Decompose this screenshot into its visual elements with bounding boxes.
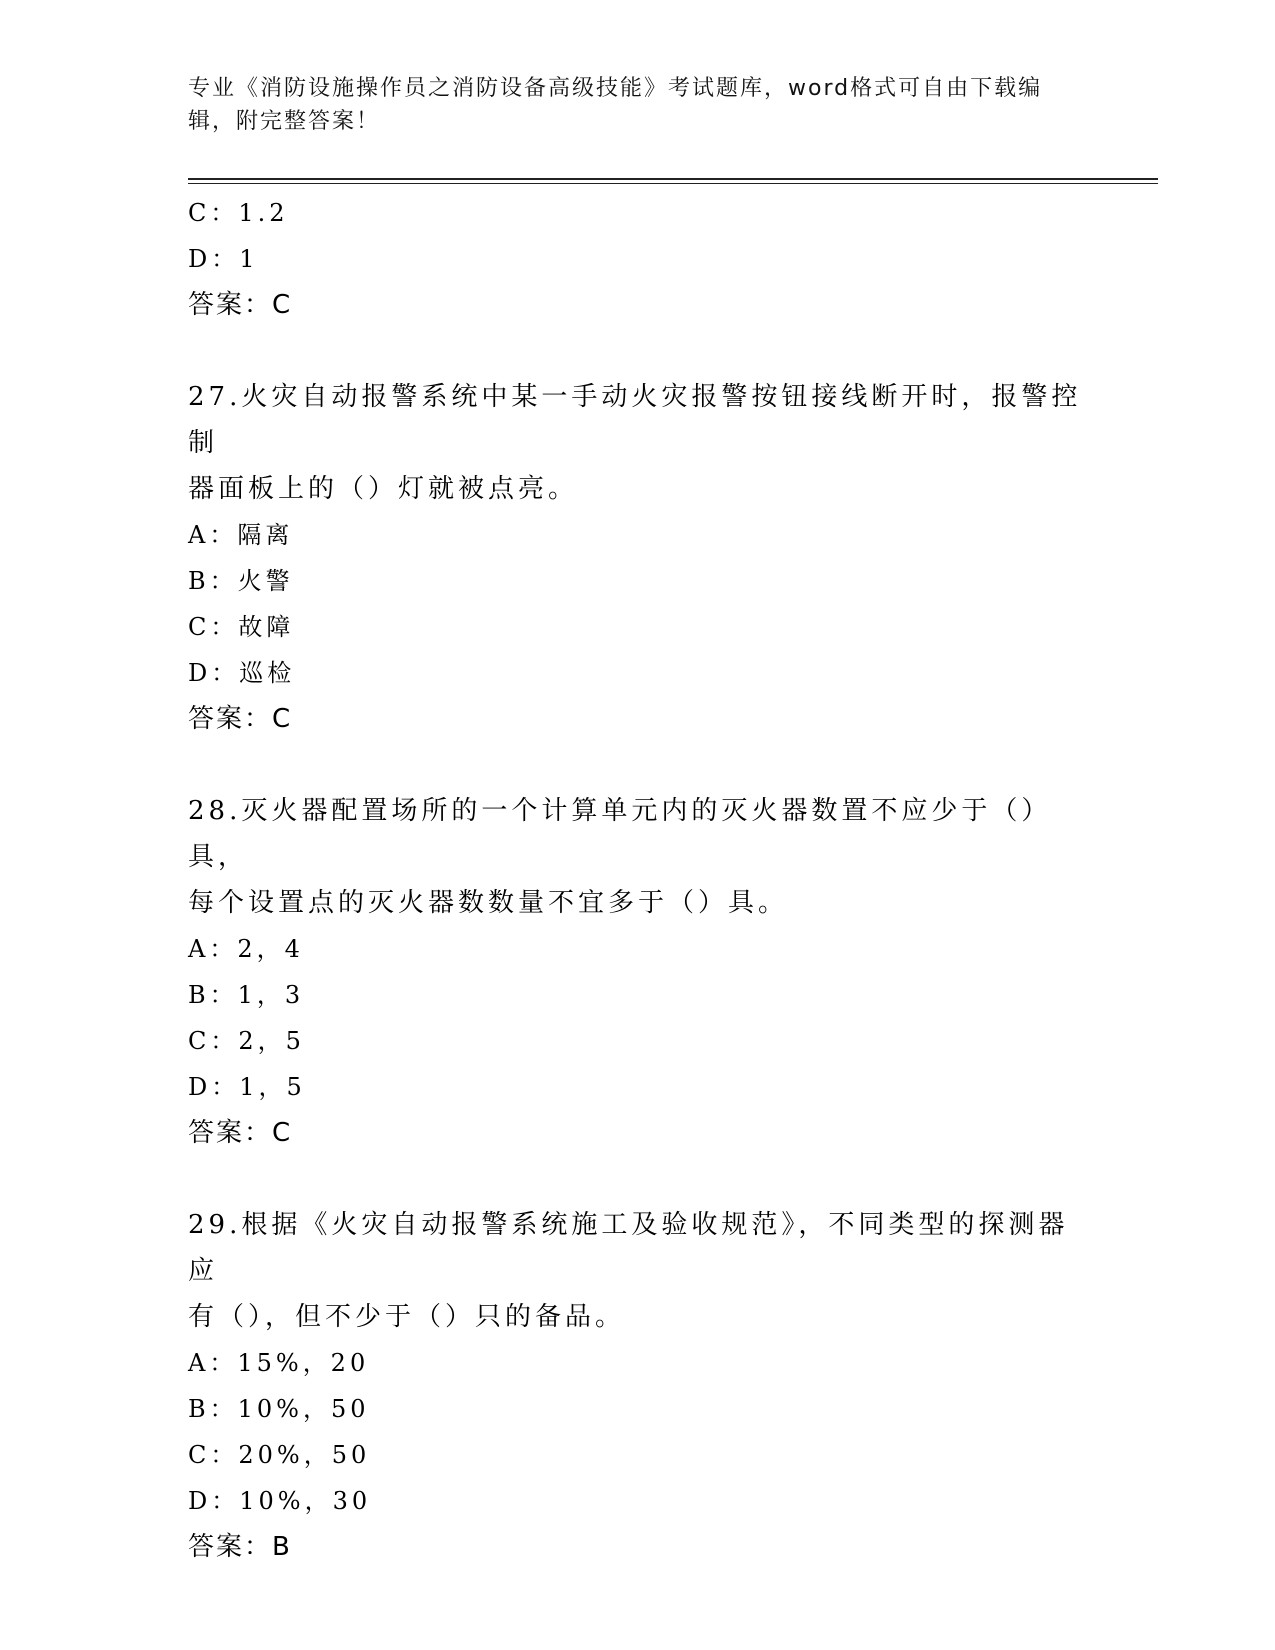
header-line-1: 专业《消防设施操作员之消防设备高级技能》考试题库，word格式可自由下载编: [188, 76, 1043, 101]
option-a: A：隔离: [188, 521, 294, 549]
question-27: [188, 374, 1088, 742]
header-divider-thick: [188, 178, 1158, 180]
option-b: B：10%，50: [188, 1395, 370, 1423]
answer-line: 答案：C: [188, 1118, 293, 1148]
document-body: [188, 190, 1088, 1570]
option-d: D：巡检: [188, 659, 296, 687]
question-29: [188, 1202, 1088, 1570]
option-c: C：20%，50: [188, 1441, 371, 1469]
header-line-2: 辑，附完整答案！: [188, 109, 381, 134]
header-divider-thin: [188, 183, 1158, 184]
option-a: A：2，4: [188, 935, 304, 963]
question-stem-line-1: 28.灭火器配置场所的一个计算单元内的灭火器数置不应少于（）具，: [188, 796, 1052, 872]
answer-line: 答案：C: [188, 704, 293, 734]
option-c: C：2，5: [188, 1027, 305, 1055]
answer-line: 答案：B: [188, 1532, 292, 1562]
option-a: A：15%，20: [188, 1349, 370, 1377]
option-b: B：火警: [188, 567, 294, 595]
question-28: [188, 788, 1088, 1156]
option-c: C：1.2: [188, 199, 289, 227]
option-c: C：故障: [188, 613, 295, 641]
question-stem-line-2: 有（），但不少于（）只的备品。: [188, 1302, 626, 1332]
question-stem-line-2: 每个设置点的灭火器数数量不宜多于（）具。: [188, 888, 789, 918]
question-stem-line-1: 27.火灾自动报警系统中某一手动火灾报警按钮接线断开时，报警控制: [188, 382, 1082, 458]
prev-question-tail: [188, 190, 1088, 328]
option-d: D：10%，30: [188, 1487, 372, 1515]
answer-line: 答案：C: [188, 290, 293, 320]
option-b: B：1，3: [188, 981, 305, 1009]
document-header: [188, 72, 1088, 138]
option-d: D：1: [188, 245, 259, 273]
question-stem-line-1: 29.根据《火灾自动报警系统施工及验收规范》，不同类型的探测器应: [188, 1210, 1069, 1286]
question-stem-line-2: 器面板上的（）灯就被点亮。: [188, 474, 579, 504]
option-d: D：1，5: [188, 1073, 306, 1101]
